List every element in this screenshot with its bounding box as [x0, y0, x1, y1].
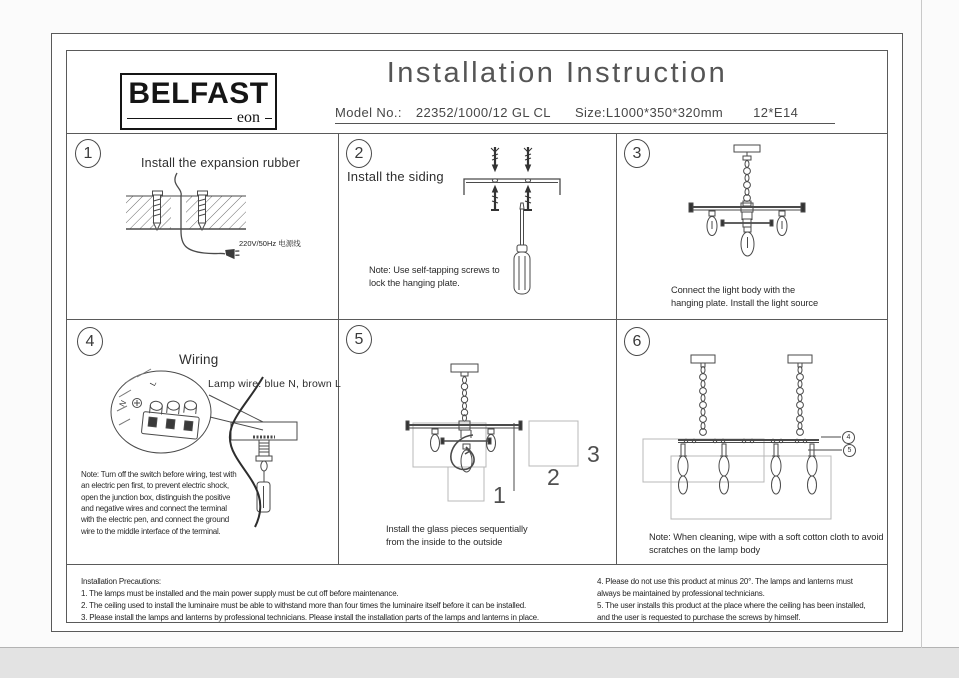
precautions-left [81, 576, 589, 624]
terminal-block [141, 396, 201, 439]
glass-order-label-2: 2 [547, 464, 560, 490]
screw-icon [524, 147, 532, 171]
scan-edge-right [921, 0, 922, 648]
panel-step-4 [67, 319, 342, 564]
callout-4: 4 [842, 431, 855, 444]
step2-note: Note: Use self-tapping screws to lock the hanging plate. [369, 265, 500, 288]
panel-step-6 [616, 319, 889, 564]
size-value: L1000*350*320mm [605, 105, 724, 120]
logo-rule-right [265, 118, 272, 119]
panel-step-1 [67, 133, 338, 319]
model-label: Model No.: [335, 105, 402, 120]
panel-step-5 [338, 319, 616, 564]
glass-order-label-1: 1 [493, 482, 506, 508]
step1-caption: Install the expansion rubber [141, 156, 301, 170]
wiring-note: Note: Turn off the switch before wiring, test with an electric pen first, to prevent electric shock, open the junction box, distinguish the positive and negative wires and connect the terminal with the electric pen, and connect the ground wire to the middle interface of the terminal. [81, 470, 237, 536]
step-number-6: 6 [624, 327, 650, 356]
instruction-sheet [66, 50, 888, 623]
model-number: 22352/1000/12 GL CL [415, 105, 551, 120]
glass-piece-outline [643, 439, 831, 519]
step5-note: Install the glass pieces sequentially from the inside to the outside [386, 524, 528, 547]
hanging-plate [464, 179, 560, 195]
step2-caption: Install the siding [347, 169, 444, 184]
precaution-item: 5. The user installs this product at the place where the ceiling has been installed, and the user is requested to purchase the screws by himself. [597, 601, 866, 622]
plug-icon [224, 247, 241, 260]
panel-step-2 [338, 133, 616, 319]
glass-order-label-3: 3 [587, 441, 600, 467]
panel-step-3 [616, 133, 889, 319]
step-number-5: 5 [346, 325, 372, 354]
precaution-item: 4. Please do not use this product at minus 20°. The lamps and lanterns must always be maintained by professional technicians. [597, 577, 853, 598]
lamp-spec: 12*E14 [753, 105, 799, 120]
precaution-item: 2. The ceiling used to install the luminaire must be able to withstand more than four times the luminaire itself before it can be installed. [81, 601, 526, 610]
scan-edge-bottom [0, 647, 959, 678]
step-number-3: 3 [624, 139, 650, 168]
screw-icon [524, 186, 532, 210]
size-label: Size: [574, 105, 606, 120]
step-number-4: 4 [77, 327, 103, 356]
step-number-1: 1 [75, 139, 101, 168]
terminal-l-label: L [148, 379, 159, 388]
precaution-item: 1. The lamps must be installed and the main power supply must be cut off before maintenance. [81, 589, 399, 598]
grid-line-footer [67, 564, 887, 565]
brand-sub-row [127, 111, 272, 125]
precautions-right [597, 576, 875, 624]
expansion-rubber-diagram [67, 133, 338, 319]
precautions-heading: Installation Precautions: [81, 577, 161, 586]
brand-subname: eon [236, 109, 260, 126]
page-title: Installation Instruction [386, 57, 728, 89]
screw-icon [491, 186, 499, 210]
brand-logo [120, 73, 277, 130]
hanging-plate-diagram [338, 133, 616, 319]
logo-rule-left [127, 118, 232, 119]
callout-5: 5 [843, 444, 856, 457]
precaution-item: 3. Please install the lamps and lanterns by professional technicians. Please install the installation parts of the lamps and lanterns in place. [81, 613, 539, 622]
step-number-2: 2 [346, 139, 372, 168]
screw-icon [491, 147, 499, 171]
wiring-title: Wiring [179, 352, 219, 367]
step6-note: Note: When cleaning, wipe with a soft cotton cloth to avoid scratches on the lamp body [649, 532, 884, 555]
terminal-n-label: N [117, 398, 129, 409]
model-spec-line [335, 105, 835, 124]
screwdriver-icon [514, 203, 530, 294]
power-spec-label: 220V/50Hz 电源线 [239, 239, 301, 248]
lamp-wire-label: Lamp wire: blue N, brown L [208, 378, 342, 390]
step3-note: Connect the light body with the hanging plate. Install the light source [671, 285, 819, 308]
brand-name: BELFAST [128, 77, 269, 110]
